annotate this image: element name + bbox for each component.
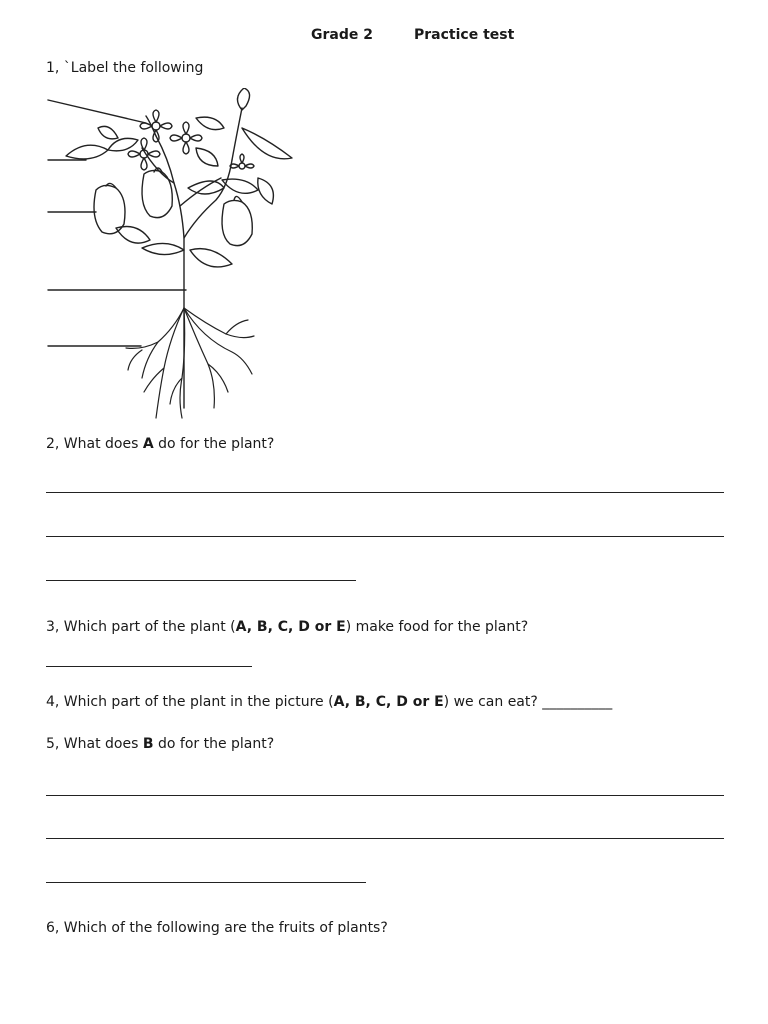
question-6: 6, Which of the following are the fruits of plants? [46, 920, 388, 936]
answer-line[interactable] [46, 666, 252, 667]
answer-line[interactable] [46, 580, 356, 581]
test-title: Practice test [414, 27, 515, 43]
answer-line[interactable] [46, 536, 724, 537]
answer-line[interactable] [46, 492, 724, 493]
roots [126, 308, 254, 418]
grade-label: Grade 2 [311, 27, 373, 43]
answer-line[interactable] [46, 882, 366, 883]
question-3: 3, Which part of the plant (A, B, C, D or E) make food for the plant? [46, 619, 529, 635]
question-1: 1, `Label the following [46, 60, 204, 76]
stem [156, 136, 184, 408]
answer-line[interactable] [46, 838, 724, 839]
plant-diagram [46, 88, 302, 422]
label-line-flower [48, 100, 146, 123]
question-5: 5, What does B do for the plant? [46, 736, 275, 752]
leaf [66, 145, 108, 159]
question-2: 2, What does A do for the plant? [46, 436, 275, 452]
answer-line[interactable] [46, 795, 724, 796]
question-4: 4, Which part of the plant in the picture (A, B, C, D or E) we can eat? __________ [46, 694, 613, 710]
